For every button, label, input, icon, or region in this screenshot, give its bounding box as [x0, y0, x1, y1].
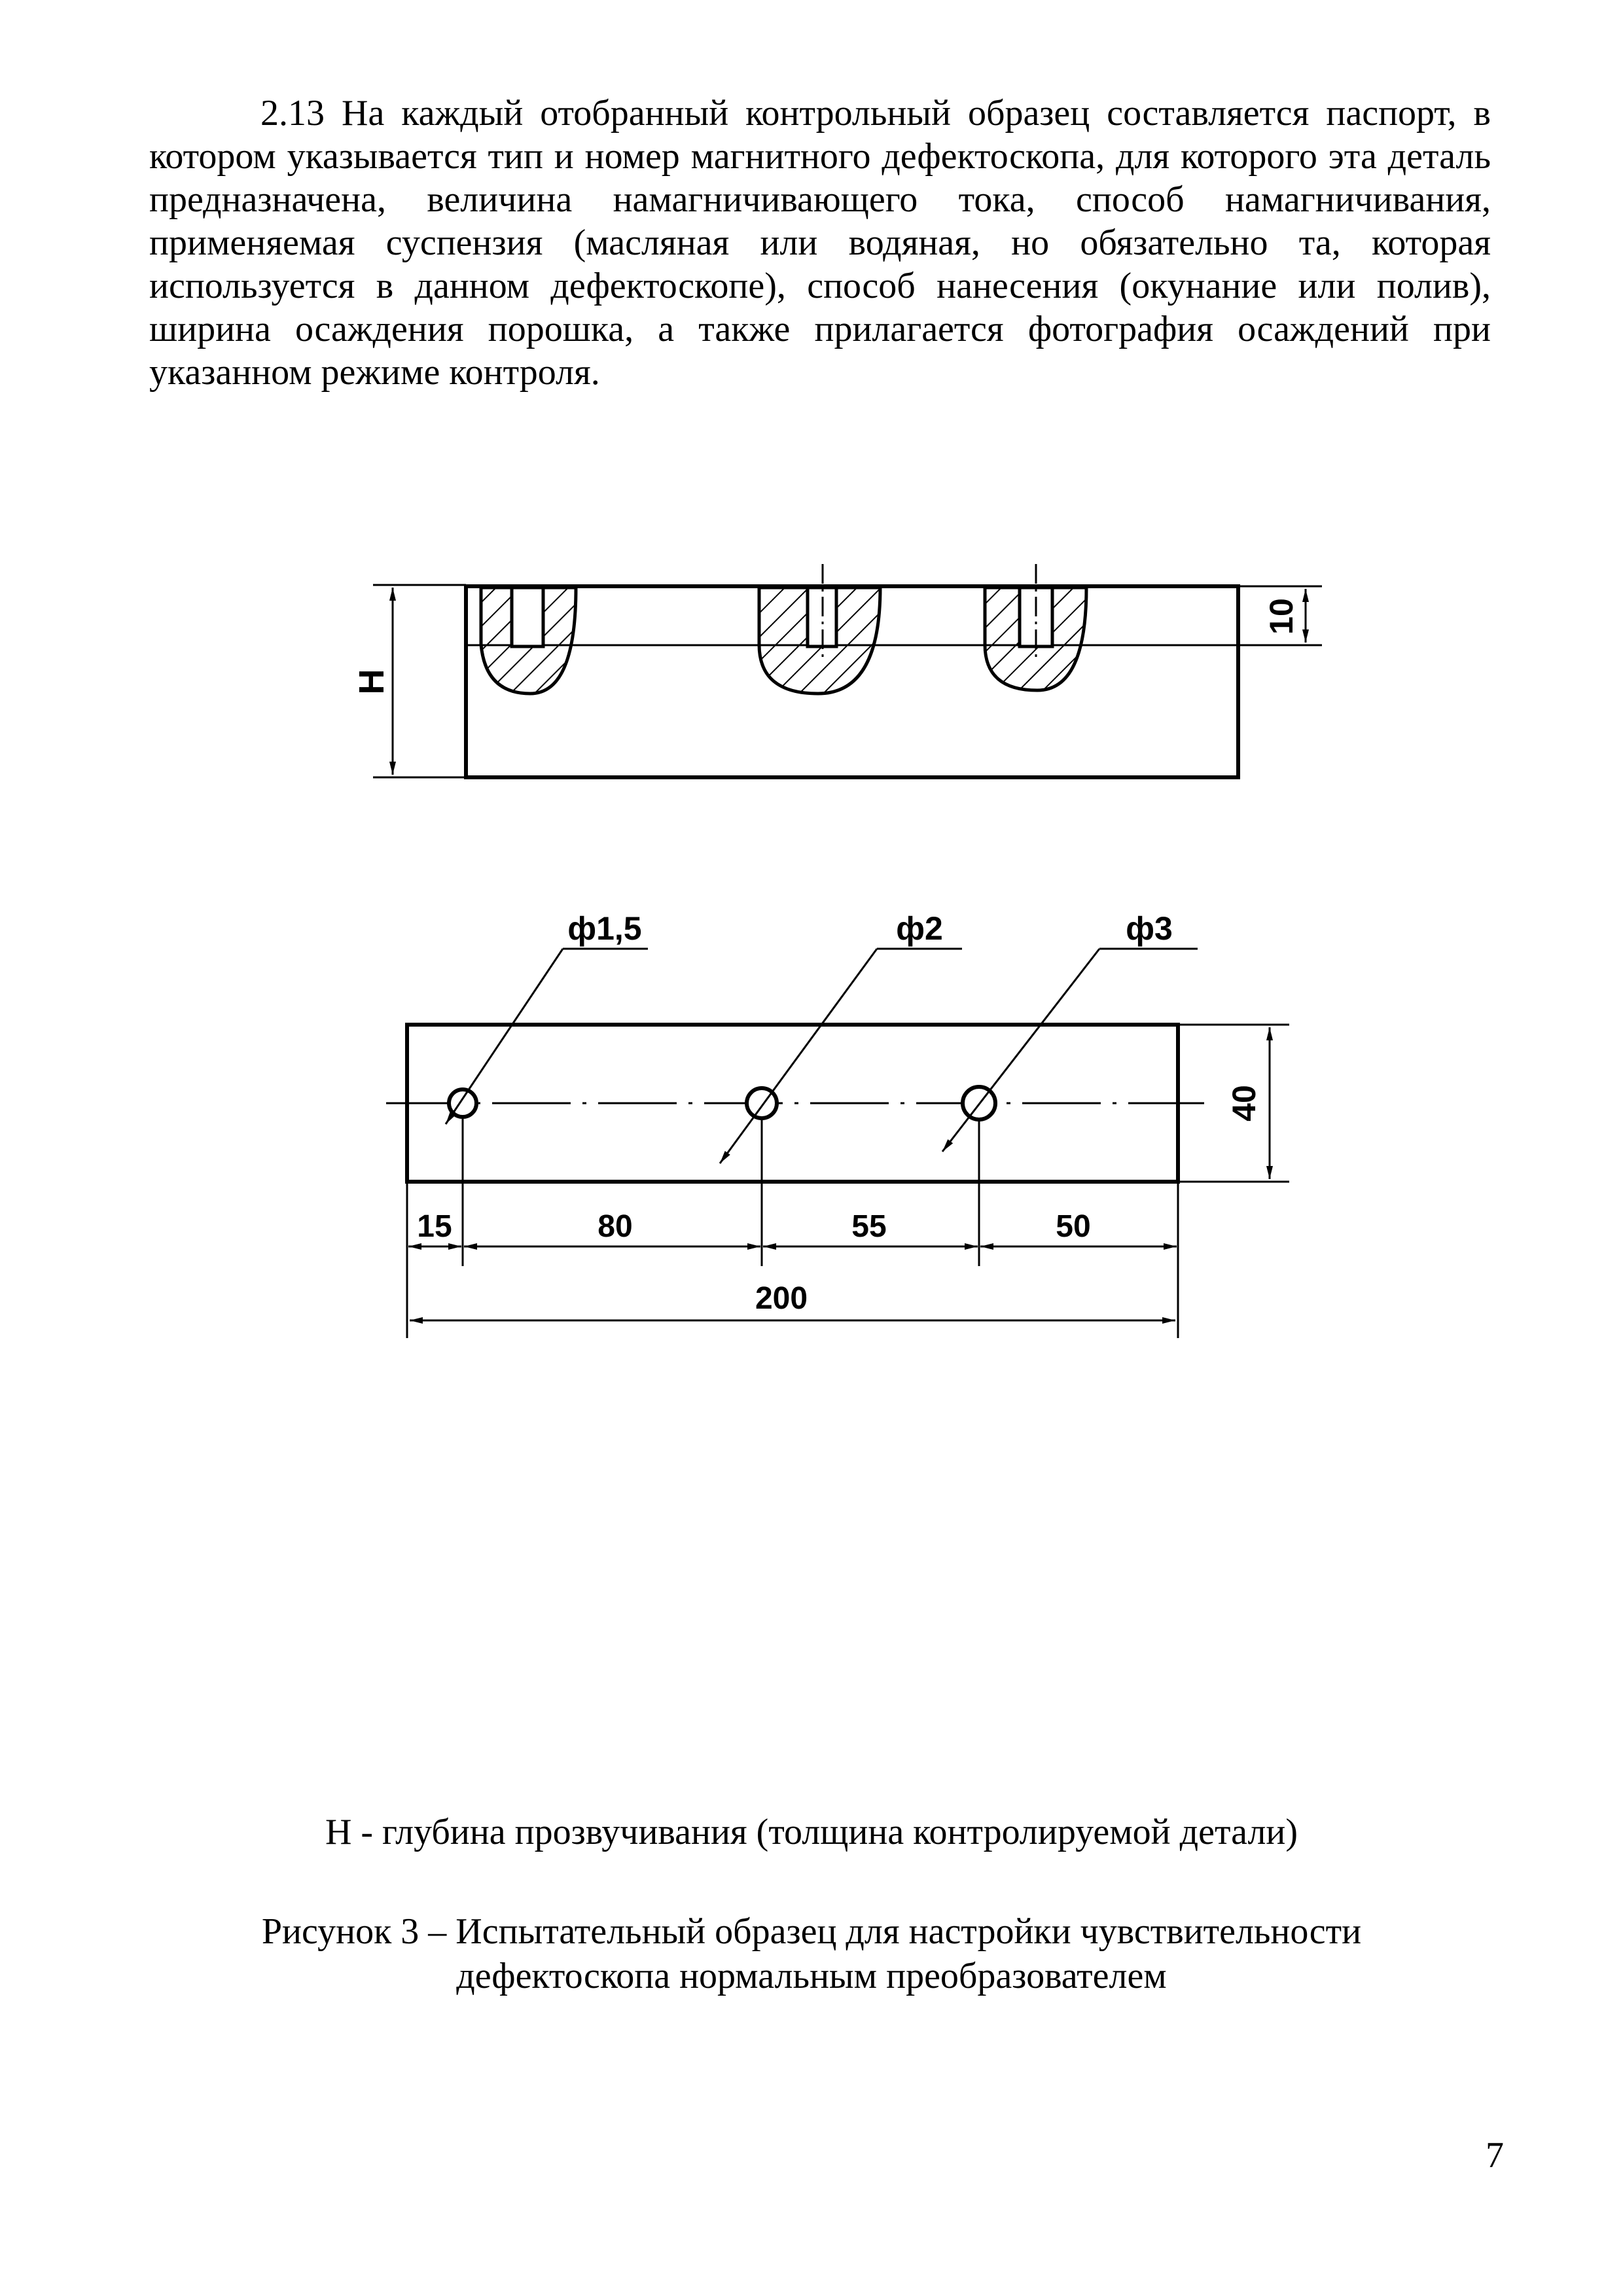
side-hole-1	[481, 588, 576, 694]
depth-label: 10	[1263, 598, 1300, 635]
figure-caption	[0, 1909, 1623, 1998]
height-legend: H - глубина прозвучивания (толщина контролируемой детали)	[325, 1812, 1298, 1852]
figure-caption-line-1: Рисунок 3 – Испытательный образец для настройки чувствительности	[261, 1911, 1362, 1952]
total-length-label: 200	[755, 1281, 808, 1316]
spacing-label-55: 55	[851, 1209, 887, 1244]
hole-label-1: ф1,5	[567, 910, 642, 947]
height-label: H	[352, 669, 391, 695]
page-number: 7	[1486, 2135, 1504, 2176]
side-view	[373, 564, 1322, 777]
width-label: 40	[1226, 1085, 1262, 1122]
figure-caption-line-2: дефектоскопа нормальным преобразователем	[456, 1956, 1167, 1996]
hole-label-3: ф3	[1126, 910, 1173, 947]
spacing-label-50: 50	[1056, 1209, 1091, 1244]
side-hole-2	[759, 564, 880, 694]
spacing-label-15: 15	[417, 1209, 452, 1244]
paragraph-text: 2.13 На каждый отобранный контрольный образец составляется паспорт, в котором указывается тип и номер магнитного дефектоскопа, для которого эта деталь предназначена, величина намагничивающего тока, способ намагничивания, применяемая суспензия (масляная или водяная, но обязательно та, которая используется в данном дефектоскопе), способ нанесения (окунание или полив), ширина осаждения порошка, а также прилагается фотография осаждений при указанном режиме контроля.	[149, 93, 1491, 393]
side-hole-3	[985, 564, 1086, 690]
top-view	[386, 949, 1289, 1338]
hole-label-2: ф2	[896, 910, 943, 947]
spacing-label-80: 80	[597, 1209, 633, 1244]
